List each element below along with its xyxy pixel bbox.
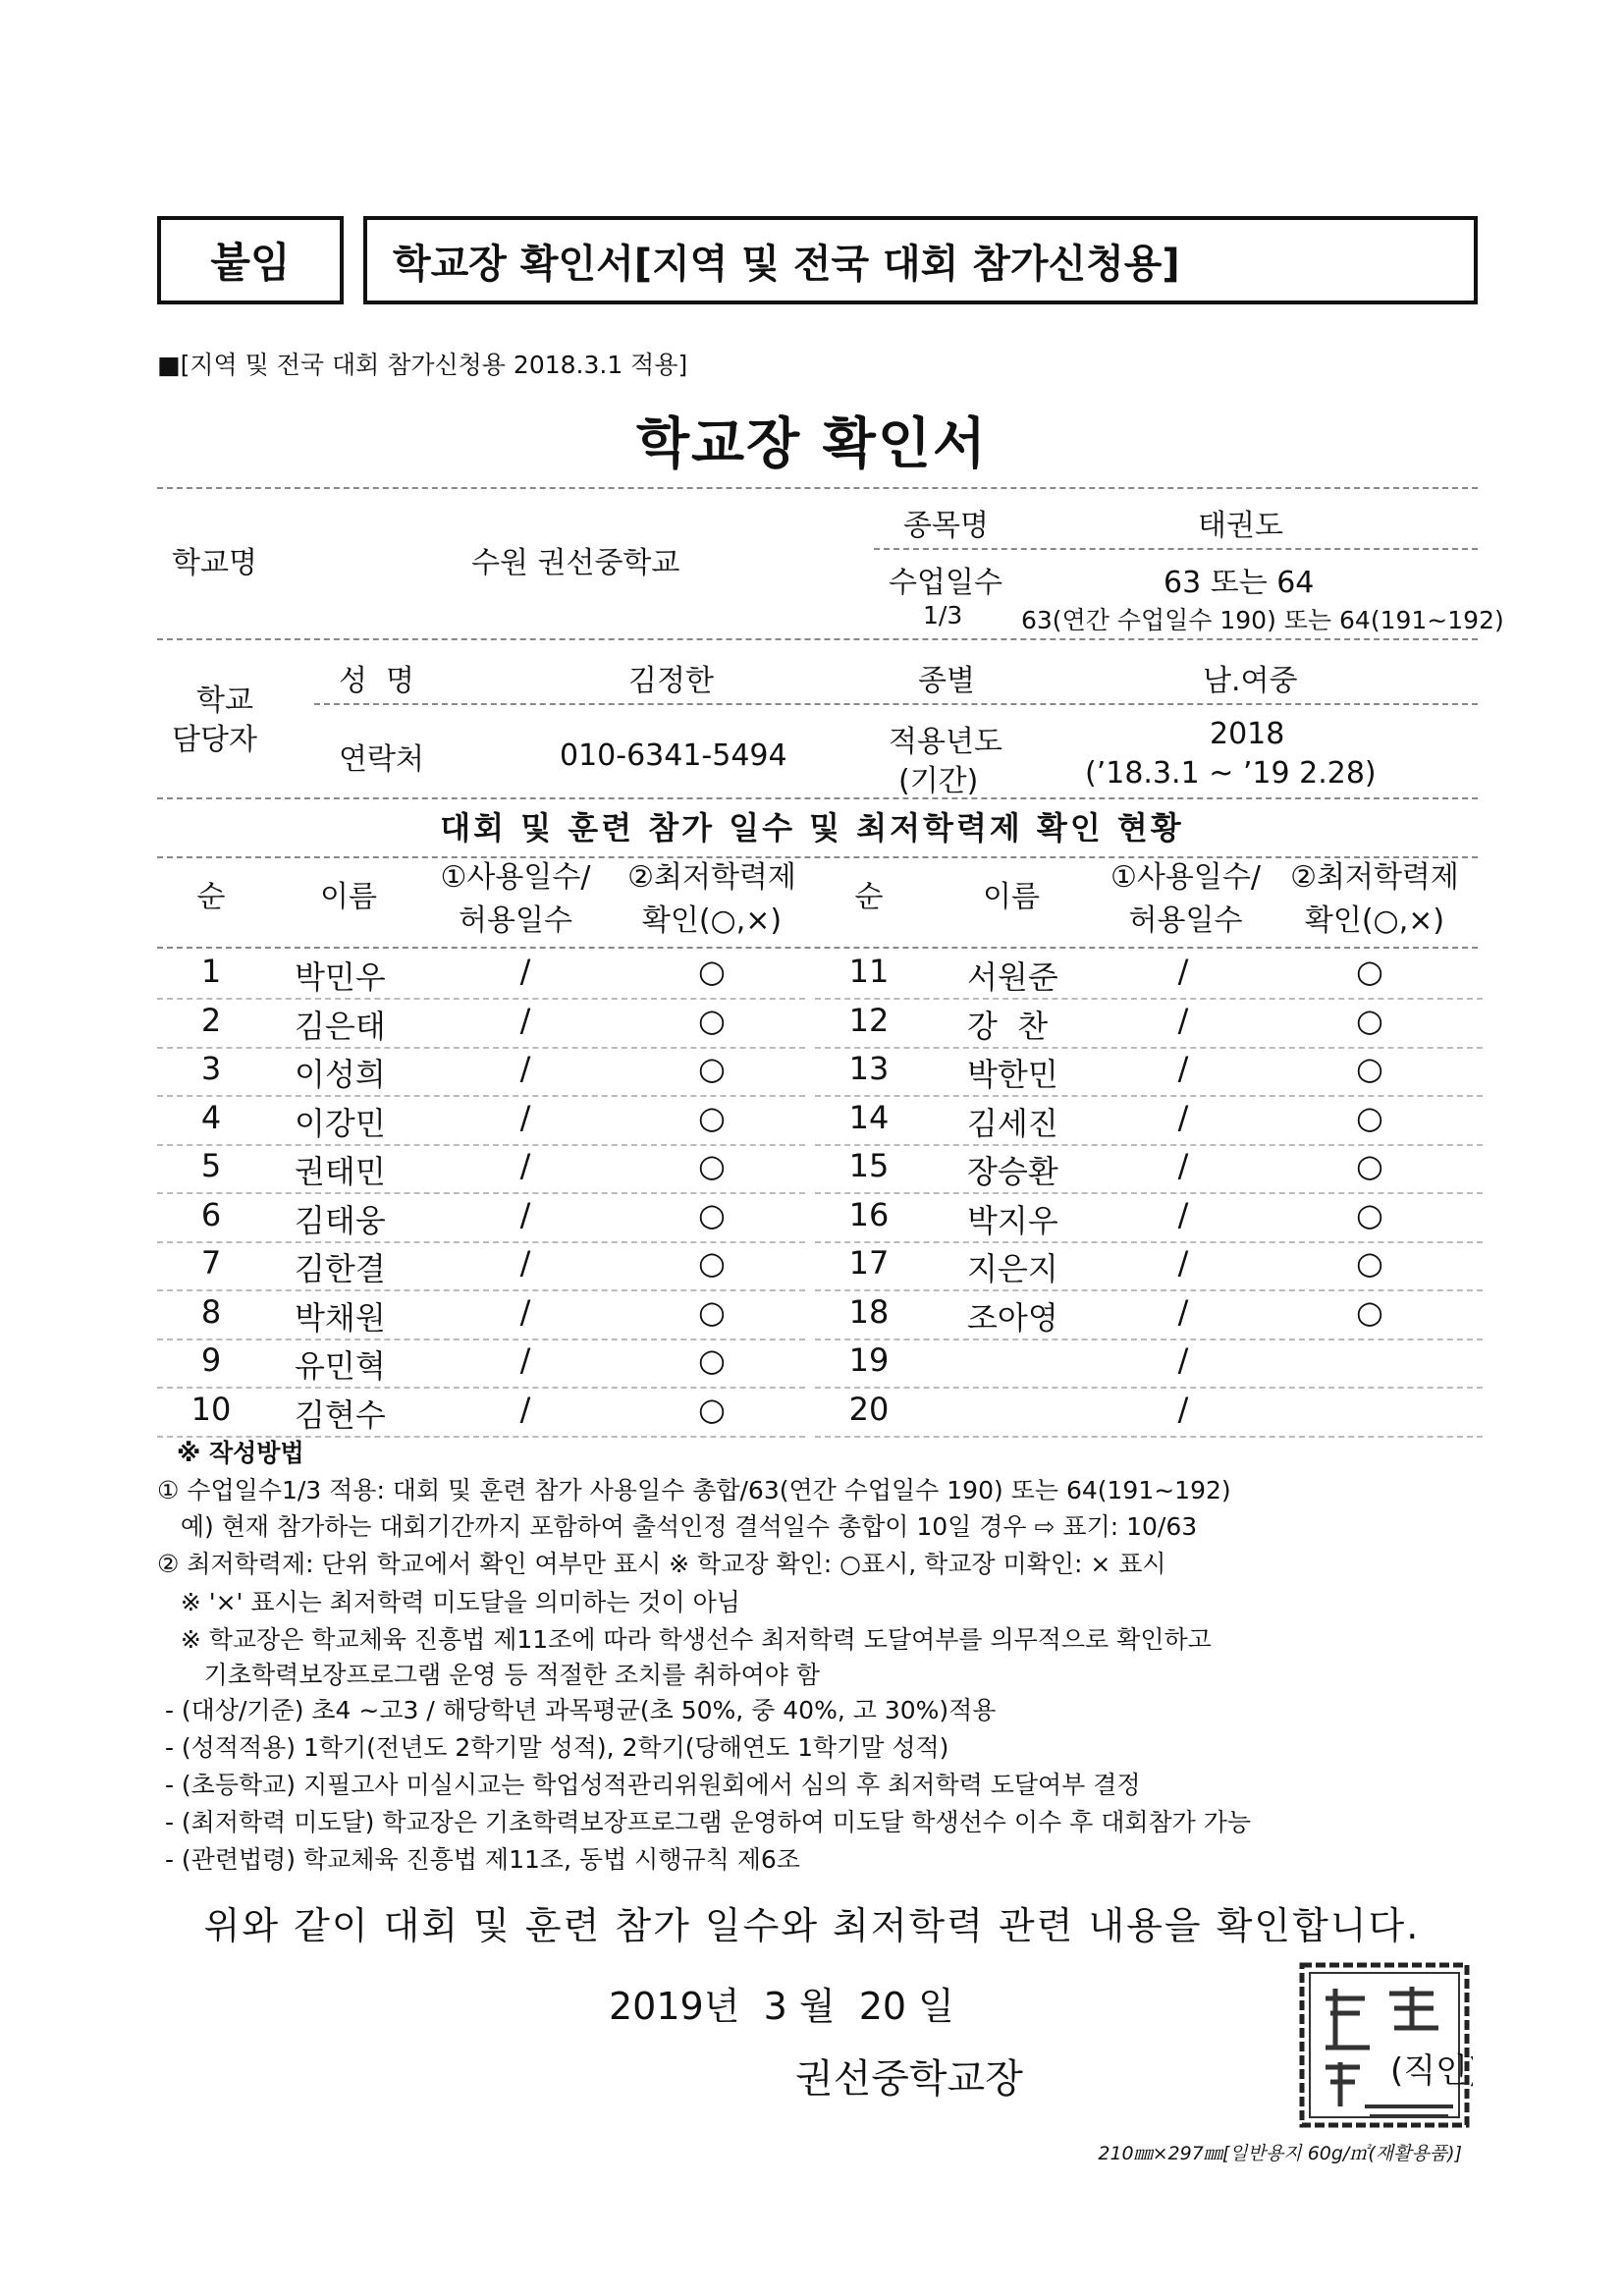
classdays-value: 63 또는 64 (1164, 566, 1315, 600)
row-number: 1 (200, 953, 222, 990)
days-used-slash: / (519, 953, 531, 990)
paper-spec: 210㎜×297㎜[일반용지 60g/㎡(재활용품)] (1098, 2143, 1462, 2164)
min-academic-mark: ○ (698, 1244, 726, 1282)
days-used-slash: / (1177, 1244, 1189, 1282)
header-title-box (363, 216, 1478, 304)
principal-name: 권선중학교장 (795, 2056, 1023, 2102)
min-academic-mark: ○ (1356, 1002, 1383, 1039)
min-academic-mark: ○ (698, 1050, 726, 1087)
participant-name: 박채원 (295, 1299, 386, 1337)
days-used-slash: / (519, 1244, 531, 1282)
min-academic-mark: ○ (698, 1002, 726, 1039)
col-min-header-2: 확인(○,×) (1304, 903, 1445, 938)
method-line: ② 최저학력제: 단위 학교에서 확인 여부만 표시 ※ 학교장 확인: ○표시, 학교장 미확인: × 표시 (157, 1550, 1166, 1578)
table-header-rule (157, 947, 1478, 949)
row-number: 18 (848, 1293, 890, 1331)
days-used-slash: / (1177, 1099, 1189, 1136)
col-days-header-2: 허용일수 (1128, 903, 1243, 938)
phone-label: 연락처 (339, 742, 424, 777)
row-divider (815, 1192, 1483, 1194)
document-title: 학교장 확인서 (635, 412, 989, 476)
days-used-slash: / (519, 1050, 531, 1087)
row-divider (815, 1387, 1483, 1389)
divider (874, 548, 1478, 550)
days-used-slash: / (519, 1341, 531, 1379)
participant-name: 김현수 (295, 1396, 386, 1434)
contact-label-2: 담당자 (172, 723, 257, 757)
col-min-header-2: 확인(○,×) (641, 903, 783, 938)
official-seal (1296, 1959, 1473, 2131)
days-used-slash: / (519, 1002, 531, 1039)
days-used-slash: / (1177, 1196, 1189, 1233)
row-number: 7 (200, 1244, 222, 1282)
issue-date: 2019년 3 월 20 일 (609, 1985, 954, 2028)
method-line: - (초등학교) 지필고사 미실시교는 학업성적관리위원회에서 심의 후 최저학력 도달여부 결정 (157, 1771, 1141, 1799)
days-used-slash: / (1177, 1391, 1189, 1428)
col-no-header: 순 (854, 880, 884, 914)
col-days-header-1: ①사용일수/ (1110, 860, 1261, 895)
method-line: - (관련법령) 학교체육 진흥법 제11조, 동법 시행규칙 제6조 (157, 1845, 800, 1874)
name-label: 성 명 (339, 664, 415, 698)
min-academic-mark: ○ (698, 1293, 726, 1331)
min-academic-mark: ○ (698, 1341, 726, 1379)
col-no-header: 순 (196, 880, 226, 914)
row-number: 16 (848, 1196, 890, 1233)
third-value: 63(연간 수업일수 190) 또는 64(191~192) (1021, 606, 1504, 634)
sport-value: 태권도 (1198, 509, 1283, 543)
attachment-tag-text: 붙임 (210, 239, 291, 287)
classdays-label: 수업일수 (889, 566, 1002, 600)
min-academic-mark: ○ (1356, 1147, 1383, 1184)
period-label: (기간) (898, 764, 979, 798)
row-divider (815, 998, 1483, 1000)
col-name-header: 이름 (983, 880, 1040, 914)
phone-value: 010-6341-5494 (560, 738, 787, 773)
row-number: 3 (200, 1050, 222, 1087)
col-min-header-1: ②최저학력제 (1290, 860, 1459, 895)
method-line: ① 수업일수1/3 적용: 대회 및 훈련 참가 사용일수 총합/63(연간 수업일수 190) 또는 64(191~192) (157, 1476, 1231, 1504)
contact-label-1: 학교 (196, 683, 253, 718)
method-title: ※ 작성방법 (177, 1439, 304, 1467)
min-academic-mark: ○ (698, 953, 726, 990)
col-days-header-2: 허용일수 (459, 903, 572, 938)
row-number: 17 (848, 1244, 890, 1282)
period-value: (’18.3.1 ~ ’19 2.28) (1085, 756, 1377, 791)
days-used-slash: / (519, 1196, 531, 1233)
col-name-header: 이름 (320, 880, 377, 914)
row-divider (815, 1095, 1483, 1097)
min-academic-mark: ○ (1356, 1293, 1383, 1331)
divider (157, 487, 1478, 489)
min-academic-mark: ○ (1356, 1050, 1383, 1087)
min-academic-mark: ○ (698, 1099, 726, 1136)
header-title: 학교장 확인서[지역 및 전국 대회 참가신청용] (393, 241, 1180, 287)
school-label: 학교명 (172, 546, 257, 580)
min-academic-mark: ○ (698, 1147, 726, 1184)
participant-name: 이강민 (295, 1105, 386, 1142)
seal-stamp-label: (직인) (1390, 2051, 1473, 2091)
row-divider (157, 1047, 805, 1049)
row-divider (815, 1144, 1483, 1146)
participant-name: 박한민 (967, 1056, 1058, 1093)
divider (157, 638, 1478, 640)
min-academic-mark: ○ (698, 1196, 726, 1233)
days-used-slash: / (519, 1099, 531, 1136)
method-line: ※ 학교장은 학교체육 진흥법 제11조에 따라 학생선수 최저학력 도달여부를 의무적으로 확인하고 (157, 1625, 1212, 1654)
days-used-slash: / (519, 1293, 531, 1331)
participant-name: 이성희 (295, 1056, 386, 1093)
days-used-slash: / (1177, 1147, 1189, 1184)
min-academic-mark: ○ (1356, 1244, 1383, 1282)
row-divider (157, 1339, 805, 1340)
participant-name: 박민우 (295, 958, 386, 996)
method-line: 기초학력보장프로그램 운영 등 적절한 조치를 취하여야 함 (157, 1661, 820, 1689)
year-value: 2018 (1210, 717, 1285, 751)
third-label: 1/3 (923, 601, 963, 629)
row-divider (157, 1095, 805, 1097)
sport-label: 종목명 (903, 509, 989, 543)
row-number: 2 (200, 1002, 222, 1039)
row-divider (157, 998, 805, 1000)
col-min-header-1: ②최저학력제 (627, 860, 796, 895)
days-used-slash: / (519, 1147, 531, 1184)
attachment-tag (157, 216, 344, 304)
row-number: 4 (200, 1099, 222, 1136)
row-number: 19 (848, 1341, 890, 1379)
gender-value: 남.여중 (1203, 664, 1298, 698)
confirmation-statement: 위와 같이 대회 및 훈련 참가 일수와 최저학력 관련 내용을 확인합니다. (203, 1904, 1421, 1947)
row-number: 13 (848, 1050, 890, 1087)
participant-name: 김은태 (295, 1008, 386, 1045)
row-number: 6 (200, 1196, 222, 1233)
divider (157, 797, 1478, 799)
row-number: 20 (848, 1391, 890, 1428)
row-divider (157, 1289, 805, 1291)
participant-name: 지은지 (967, 1250, 1058, 1287)
days-used-slash: / (1177, 1293, 1189, 1331)
participant-name: 김태웅 (295, 1202, 386, 1239)
row-divider (815, 1047, 1483, 1049)
participant-name: 서원준 (967, 958, 1058, 996)
method-line: 예) 현재 참가하는 대회기간까지 포함하여 출석인정 결석일수 총합이 10일 경우 ⇨ 표기: 10/63 (157, 1512, 1198, 1541)
gender-label: 종별 (918, 664, 975, 698)
participant-name: 장승환 (967, 1153, 1058, 1190)
seal-graphic (1296, 1959, 1473, 2131)
row-divider (815, 1289, 1483, 1291)
days-used-slash: / (1177, 1050, 1189, 1087)
participant-name: 유민혁 (295, 1347, 386, 1385)
row-divider (815, 1241, 1483, 1243)
days-used-slash: / (1177, 1341, 1189, 1379)
row-number: 14 (848, 1099, 890, 1136)
days-used-slash: / (1177, 1002, 1189, 1039)
method-line: - (성적적용) 1학기(전년도 2학기말 성적), 2학기(당해연도 1학기말 성적) (157, 1733, 949, 1762)
min-academic-mark: ○ (1356, 1196, 1383, 1233)
row-divider (815, 1339, 1483, 1340)
method-line: ※ '×' 표시는 최저학력 미도달을 의미하는 것이 아님 (157, 1588, 740, 1616)
contact-name: 김정한 (628, 664, 714, 698)
row-number: 11 (848, 953, 890, 990)
divider (314, 703, 1478, 705)
method-line: - (대상/기준) 초4 ~고3 / 해당학년 과목평균(초 50%, 중 40%, 고 30%)적용 (157, 1696, 997, 1724)
row-number: 10 (190, 1391, 232, 1428)
participant-name: 김세진 (967, 1105, 1058, 1142)
participant-name: 강 찬 (967, 1008, 1049, 1045)
min-academic-mark: ○ (698, 1391, 726, 1428)
row-divider (815, 1436, 1483, 1438)
participant-name: 조아영 (967, 1299, 1058, 1337)
row-divider (157, 1192, 805, 1194)
row-divider (157, 1387, 805, 1389)
min-academic-mark: ○ (1356, 1099, 1383, 1136)
min-academic-mark: ○ (1356, 953, 1383, 990)
participant-name: 김한결 (295, 1250, 386, 1287)
days-used-slash: / (1177, 953, 1189, 990)
method-line: - (최저학력 미도달) 학교장은 기초학력보장프로그램 운영하여 미도달 학생선수 이수 후 대회참가 가능 (157, 1808, 1252, 1836)
row-number: 12 (848, 1002, 890, 1039)
days-used-slash: / (519, 1391, 531, 1428)
row-number: 15 (848, 1147, 890, 1184)
applicability-note: ■[지역 및 전국 대회 참가신청용 2018.3.1 적용] (157, 351, 688, 379)
participant-name: 박지우 (967, 1202, 1058, 1239)
section-title: 대회 및 훈련 참가 일수 및 최저학력제 확인 현황 (440, 809, 1184, 847)
row-number: 9 (200, 1341, 222, 1379)
row-divider (157, 1144, 805, 1146)
row-divider (157, 1241, 805, 1243)
school-name: 수원 권선중학교 (471, 546, 680, 580)
participant-name: 권태민 (295, 1153, 386, 1190)
row-number: 5 (200, 1147, 222, 1184)
year-label: 적용년도 (889, 725, 1002, 759)
col-days-header-1: ①사용일수/ (440, 860, 591, 895)
row-number: 8 (200, 1293, 222, 1331)
